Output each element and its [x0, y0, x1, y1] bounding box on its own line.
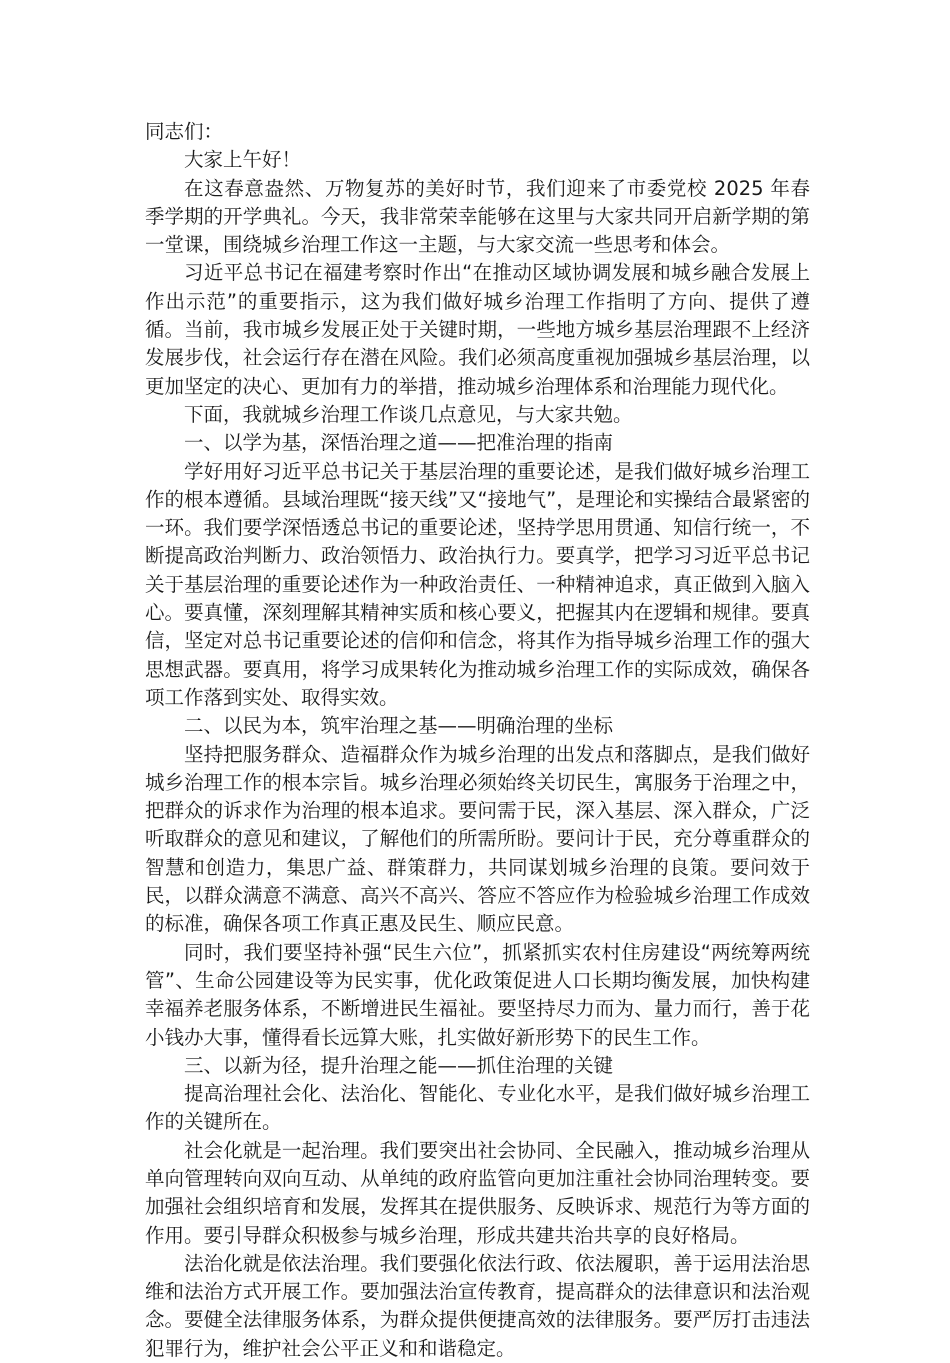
intro-paragraph-2: 习近平总书记在福建考察时作出“在推动区域协调发展和城乡融合发展上作出示范”的重要指示，这为我们做好城乡治理工作指明了方向、提供了遵循。当前，我市城乡发展正处于关键时期，一些地方城乡基层治理跟不上经济发展步伐，社会运行存在潜在风险。我们必须高度重视加强城乡基层治理，以更加坚定的决心、更加有力的举措，推动城乡治理体系和治理能力现代化。 — [145, 261, 810, 398]
section-3-paragraph-3: 法治化就是依法治理。我们要强化依法行政、依法履职，善于运用法治思维和法治方式开展工作。要加强法治宣传教育，提高群众的法律意识和法治观念。要健全法律服务体系，为群众提供便捷高效的法律服务。要严厉打击违法犯罪行为，维护社会公平正义和和谐稳定。 — [145, 1251, 810, 1360]
section-1-heading: 一、以学为基，深悟治理之道——把准治理的指南 — [184, 431, 614, 455]
section-2-paragraph-2: 同时，我们要坚持补强“民生六位”，抓紧抓实农村住房建设“两统筹两统管”、生命公园建设等为民实事，优化政策促进人口长期均衡发展，加快构建幸福养老服务体系，不断增进民生福祉。要坚持尽力而为、量力而行，善于花小钱办大事，懂得看长远算大账，扎实做好新形势下的民生工作。 — [145, 940, 810, 1049]
section-1-paragraph-1: 学好用好习近平总书记关于基层治理的重要论述，是我们做好城乡治理工作的根本遵循。县域治理既“接天线”又“接地气”，是理论和实操结合最紧密的一环。我们要学深悟透总书记的重要论述，坚持学思用贯通、知信行统一，不断提高政治判断力、政治领悟力、政治执行力。要真学，把学习习近平总书记关于基层治理的重要论述作为一种政治责任、一种精神追求，真正做到入脑入心。要真懂，深刻理解其精神实质和核心要义，把握其内在逻辑和规律。要真信，坚定对总书记重要论述的信仰和信念，将其作为指导城乡治理工作的强大思想武器。要真用，将学习成果转化为推动城乡治理工作的实际成效，确保各项工作落到实处、取得实效。 — [145, 459, 810, 709]
section-3-paragraph-2: 社会化就是一起治理。我们要突出社会协同、全民融入，推动城乡治理从单向管理转向双向互动、从单纯的政府监管向更加注重社会协同治理转变。要加强社会组织培育和发展，发挥其在提供服务、反映诉求、规范行为等方面的作用。要引导群众积极参与城乡治理，形成共建共治共享的良好格局。 — [145, 1138, 810, 1247]
greeting: 大家上午好！ — [184, 148, 302, 172]
section-2-heading: 二、以民为本，筑牢治理之基——明确治理的坐标 — [184, 714, 614, 738]
section-3-paragraph-1: 提高治理社会化、法治化、智能化、专业化水平，是我们做好城乡治理工作的关键所在。 — [145, 1082, 810, 1134]
intro-paragraph-3: 下面，我就城乡治理工作谈几点意见，与大家共勉。 — [184, 402, 633, 426]
document-body — [145, 118, 810, 1363]
intro-paragraph-1: 在这春意盎然、万物复苏的美好时节，我们迎来了市委党校 2025 年春季学期的开学典礼。今天，我非常荣幸能够在这里与大家共同开启新学期的第一堂课，围绕城乡治理工作这一主题，与大家交流一些思考和体会。 — [145, 176, 810, 257]
section-2-paragraph-1: 坚持把服务群众、造福群众作为城乡治理的出发点和落脚点，是我们做好城乡治理工作的根本宗旨。城乡治理必须始终关切民生，寓服务于治理之中，把群众的诉求作为治理的根本追求。要问需于民，深入基层、深入群众，广泛听取群众的意见和建议，了解他们的所需所盼。要问计于民，充分尊重群众的智慧和创造力，集思广益、群策群力，共同谋划城乡治理的良策。要问效于民，以群众满意不满意、高兴不高兴、答应不答应作为检验城乡治理工作成效的标准，确保各项工作真正惠及民生、顺应民意。 — [145, 742, 810, 936]
salutation: 同志们： — [145, 120, 224, 143]
section-3-heading: 三、以新为径，提升治理之能——抓住治理的关键 — [184, 1053, 614, 1077]
